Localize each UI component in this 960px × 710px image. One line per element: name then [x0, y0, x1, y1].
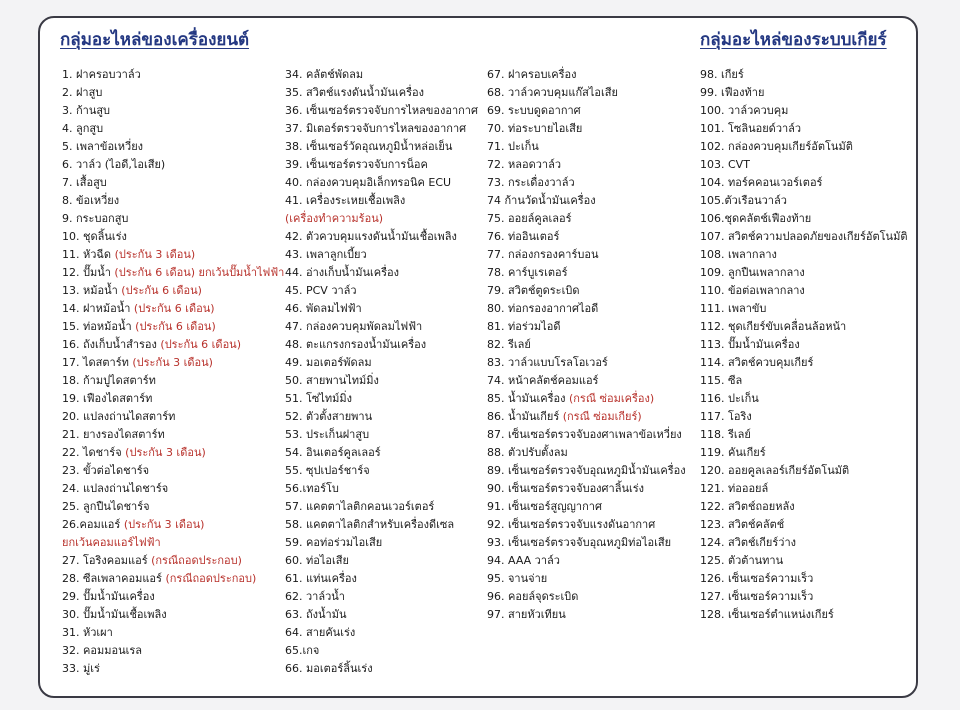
part-name: 31. หัวเผา: [62, 626, 113, 639]
part-name: 128. เซ็นเซอร์ตำแหน่งเกียร์: [700, 608, 834, 621]
gear-parts-column: [700, 66, 907, 624]
part-item: [700, 480, 907, 498]
part-item: [700, 588, 907, 606]
part-name: 42. ตัวควบคุมแรงดันน้ำมันเชื้อเพลิง: [285, 230, 457, 243]
part-item: [700, 534, 907, 552]
part-name: 29. ปั๊มน้ำมันเครื่อง: [62, 590, 155, 603]
part-name: 39. เซ็นเซอร์ตรวจจับการน็อค: [285, 158, 428, 171]
part-name: 83. วาล์วแบบโรลโอเวอร์: [487, 356, 608, 369]
part-name: 114. สวิตช์ควบคุมเกียร์: [700, 356, 814, 369]
part-name: 30. ปั๊มน้ำมันเชื้อเพลิง: [62, 608, 167, 621]
part-name: 47. กล่องควบคุมพัดลมไฟฟ้า: [285, 320, 423, 333]
part-item: [285, 552, 478, 570]
part-name: 57. แคตตาไลติกคอนเวอร์เตอร์: [285, 500, 435, 513]
part-item: [62, 660, 284, 678]
part-name: 21. ยางรองไดสตาร์ท: [62, 428, 165, 441]
part-name: 123. สวิตช์คลัตช์: [700, 518, 785, 531]
part-name: 117. โอริง: [700, 410, 752, 423]
part-item: [487, 588, 686, 606]
part-item: [487, 480, 686, 498]
part-item: [487, 84, 686, 102]
part-item: [700, 516, 907, 534]
part-name: 124. สวิตช์เกียร์ว่าง: [700, 536, 796, 549]
part-name: 12. ปั๊มน้ำ: [62, 266, 115, 279]
part-name: 52. ตัวตั้งสายพาน: [285, 410, 373, 423]
warranty-note: (ประกัน 3 เดือน): [132, 356, 213, 369]
part-item: [285, 624, 478, 642]
part-item: [700, 462, 907, 480]
part-item: [700, 444, 907, 462]
part-name: 116. ปะเก็น: [700, 392, 759, 405]
part-item: [285, 138, 478, 156]
part-item: [285, 282, 478, 300]
part-name: 18. ก้ามปูไดสตาร์ท: [62, 374, 156, 387]
part-name: 24. แปลงถ่านไดชาร์จ: [62, 482, 169, 495]
part-item: [62, 390, 284, 408]
part-item: [285, 228, 478, 246]
part-item: [62, 408, 284, 426]
part-name: 23. ขั้วต่อไดชาร์จ: [62, 464, 150, 477]
part-name: 122. สวิตช์ถอยหลัง: [700, 500, 795, 513]
part-item: [487, 372, 686, 390]
part-name: 94. AAA วาล์ว: [487, 554, 560, 567]
part-item: [62, 138, 284, 156]
part-name: 53. ประเก็นฝาสูบ: [285, 428, 370, 441]
part-name: 1. ฝาครอบวาล์ว: [62, 68, 141, 81]
part-name: 74. หน้าคลัตช์คอมแอร์: [487, 374, 599, 387]
warranty-note: (ประกัน 3 เดือน): [123, 518, 205, 531]
part-name: 109. ลูกปืนเพลากลาง: [700, 266, 805, 279]
part-item: [700, 372, 907, 390]
part-item: [487, 300, 686, 318]
part-name: 16. ถังเก็บน้ำสำรอง: [62, 338, 161, 351]
part-item: [285, 390, 478, 408]
part-name: 87. เซ็นเซอร์ตรวจจับองศาเพลาข้อเหวี่ยง: [487, 428, 682, 441]
part-name: 107. สวิตช์ความปลอดภัยของเกียร์อัตโนมัติ: [700, 230, 908, 243]
part-item: [700, 66, 907, 84]
part-name: 68. วาล์วควบคุมแก๊สไอเสีย: [487, 86, 618, 99]
part-item: [487, 354, 686, 372]
part-item: [487, 408, 686, 426]
part-name: 106.ชุดคลัตช์เฟืองท้าย: [700, 212, 812, 225]
part-item: [700, 138, 907, 156]
part-name: 9. กระบอกสูบ: [62, 212, 129, 225]
part-item: [487, 534, 686, 552]
part-name: 121. ท่อออยล์: [700, 482, 769, 495]
part-item: [62, 498, 284, 516]
part-item: [62, 444, 284, 462]
part-name: 71. ปะเก็น: [487, 140, 539, 153]
part-item: [62, 570, 284, 588]
part-name: 81. ท่อร่วมไอดี: [487, 320, 561, 333]
part-name: 74 ก้านวัดน้ำมันเครื่อง: [487, 194, 596, 207]
part-name: 70. ท่อระบายไอเสีย: [487, 122, 583, 135]
part-item: [62, 372, 284, 390]
part-name: 59. คอท่อร่วมไอเสีย: [285, 536, 383, 549]
part-item: [487, 426, 686, 444]
part-name: 36. เซ็นเซอร์ตรวจจับการไหลของอากาศ: [285, 104, 478, 117]
part-item: [487, 264, 686, 282]
part-item: [700, 570, 907, 588]
part-item: [285, 102, 478, 120]
part-item: [62, 192, 284, 210]
part-item: [285, 84, 478, 102]
part-name: 40. กล่องควบคุมอิเล็กทรอนิค ECU: [285, 176, 452, 189]
part-item: [487, 120, 686, 138]
warranty-note: (ประกัน 6 เดือน): [160, 338, 241, 351]
part-item: [487, 570, 686, 588]
part-name: 6. วาล์ว (ไอดี,ไอเสีย): [62, 158, 166, 171]
part-name: 110. ข้อต่อเพลากลาง: [700, 284, 805, 297]
part-name: 32. คอมมอนเรล: [62, 644, 142, 657]
part-name: 78. คาร์บูเรเตอร์: [487, 266, 568, 279]
part-name: 50. สายพานไทม์มิ่ง: [285, 374, 379, 387]
part-name: 2. ฝาสูบ: [62, 86, 103, 99]
part-item: [62, 534, 284, 552]
part-name: 88. ตัวปรับตั้งลม: [487, 446, 568, 459]
part-item: [285, 210, 478, 228]
part-name: 72. หลอดวาล์ว: [487, 158, 562, 171]
part-name: 108. เพลากลาง: [700, 248, 777, 261]
part-name: 8. ข้อเหวี่ยง: [62, 194, 120, 207]
part-name: 69. ระบบดูดอากาศ: [487, 104, 581, 117]
part-item: [700, 390, 907, 408]
part-name: 73. กระเดื่องวาล์ว: [487, 176, 575, 189]
part-item: [487, 102, 686, 120]
part-item: [62, 246, 284, 264]
part-item: [62, 462, 284, 480]
part-name: 38. เซ็นเซอร์วัดอุณหภูมิน้ำหล่อเย็น: [285, 140, 453, 153]
part-item: [285, 660, 478, 678]
part-name: 80. ท่อกรองอากาศไอดี: [487, 302, 599, 315]
part-item: [487, 444, 686, 462]
part-name: 91. เซ็นเซอร์สูญญากาศ: [487, 500, 602, 513]
part-item: [62, 642, 284, 660]
part-item: [700, 156, 907, 174]
engine-parts-column-1: [62, 66, 284, 678]
part-name: 35. สวิตช์แรงดันน้ำมันเครื่อง: [285, 86, 424, 99]
part-name: 112. ชุดเกียร์ขับเคลื่อนล้อหน้า: [700, 320, 847, 333]
part-name: 46. พัดลมไฟฟ้า: [285, 302, 362, 315]
part-item: [700, 606, 907, 624]
part-name: 15. ท่อหม้อน้ำ: [62, 320, 136, 333]
part-item: [285, 372, 478, 390]
part-item: [62, 210, 284, 228]
part-item: [487, 498, 686, 516]
part-item: [700, 552, 907, 570]
part-item: [62, 588, 284, 606]
part-name: 111. เพลาขับ: [700, 302, 767, 315]
part-name: 118. รีเลย์: [700, 428, 751, 441]
part-name: 75. ออยล์คูลเลอร์: [487, 212, 572, 225]
part-item: [700, 318, 907, 336]
part-name: 89. เซ็นเซอร์ตรวจจับอุณหภูมิน้ำมันเครื่อง: [487, 464, 686, 477]
part-item: [487, 156, 686, 174]
warranty-note: (ประกัน 6 เดือน) ยกเว้นปั๊มน้ำไฟฟ้า: [114, 266, 285, 279]
part-name: 45. PCV วาล์ว: [285, 284, 357, 297]
part-name: 58. แคตตาไลติกสำหรับเครื่องดีเซล: [285, 518, 455, 531]
part-item: [285, 66, 478, 84]
part-item: [285, 606, 478, 624]
warranty-note: (ประกัน 3 เดือน): [114, 248, 196, 261]
part-item: [62, 66, 284, 84]
part-name: 99. เฟืองท้าย: [700, 86, 765, 99]
part-item: [700, 354, 907, 372]
part-item: [285, 318, 478, 336]
part-item: [285, 246, 478, 264]
part-name: 48. ตะแกรงกรองน้ำมันเครื่อง: [285, 338, 427, 351]
part-item: [487, 246, 686, 264]
part-name: 61. แท่นเครื่อง: [285, 572, 357, 585]
warranty-note: (กรณีถอดประกอบ): [151, 554, 242, 567]
warranty-note: (กรณี ซ่อมเครื่อง): [568, 392, 655, 405]
part-name: 66. มอเตอร์ลิ้นเร่ง: [285, 662, 373, 675]
part-item: [487, 462, 686, 480]
part-name: 98. เกียร์: [700, 68, 744, 81]
part-item: [285, 588, 478, 606]
part-name: 77. กล่องกรองคาร์บอน: [487, 248, 599, 261]
part-item: [285, 480, 478, 498]
part-item: [285, 300, 478, 318]
part-name: 41. เครื่องระเหยเชื้อเพลิง: [285, 194, 406, 207]
part-name: 25. ลูกปืนไดชาร์จ: [62, 500, 150, 513]
part-item: [62, 552, 284, 570]
part-item: [62, 606, 284, 624]
part-name: 26.คอมแอร์: [62, 518, 124, 531]
part-name: 113. ปั๊มน้ำมันเครื่อง: [700, 338, 800, 351]
part-item: [487, 210, 686, 228]
part-item: [62, 354, 284, 372]
part-name: 101. โซลินอยด์วาล์ว: [700, 122, 802, 135]
part-name: 22. ไดชาร์จ: [62, 446, 126, 459]
part-name: 27. โอริงคอมแอร์: [62, 554, 152, 567]
part-item: [62, 282, 284, 300]
part-name: 126. เซ็นเซอร์ความเร็ว: [700, 572, 814, 585]
part-name: 127. เซ็นเซอร์ความเร็ว: [700, 590, 814, 603]
part-name: 97. สายหัวเทียน: [487, 608, 566, 621]
part-item: [62, 426, 284, 444]
part-name: 54. อินเตอร์คูลเลอร์: [285, 446, 381, 459]
part-item: [487, 138, 686, 156]
part-item: [62, 300, 284, 318]
part-item: [700, 246, 907, 264]
part-item: [285, 174, 478, 192]
part-name: 67. ฝาครอบเครื่อง: [487, 68, 577, 81]
part-item: [62, 174, 284, 192]
part-name: 51. โซ่ไทม์มิ่ง: [285, 392, 353, 405]
part-name: 93. เซ็นเซอร์ตรวจจับอุณหภูมิท่อไอเสีย: [487, 536, 672, 549]
part-item: [62, 228, 284, 246]
part-item: [62, 120, 284, 138]
part-item: [487, 552, 686, 570]
part-name: 100. วาล์วควบคุม: [700, 104, 789, 117]
part-item: [487, 66, 686, 84]
part-item: [285, 570, 478, 588]
part-item: [62, 336, 284, 354]
part-name: 64. สายคันเร่ง: [285, 626, 356, 639]
part-name: 125. ตัวต้านทาน: [700, 554, 784, 567]
part-name: 10. ชุดลิ้นเร่ง: [62, 230, 127, 243]
part-name: 33. มู่เร่: [62, 662, 100, 675]
part-name: 104. ทอร์คคอนเวอร์เตอร์: [700, 176, 823, 189]
part-item: [700, 120, 907, 138]
part-name: 65.เกจ: [285, 644, 320, 657]
warranty-note: (ประกัน 6 เดือน): [121, 284, 202, 297]
part-item: [700, 102, 907, 120]
part-item: [487, 318, 686, 336]
part-name: 115. ซีล: [700, 374, 743, 387]
gear-parts-heading: กลุ่มอะไหล่ของระบบเกียร์: [700, 30, 887, 50]
part-item: [285, 120, 478, 138]
part-item: [700, 210, 907, 228]
part-name: 11. หัวฉีด: [62, 248, 115, 261]
part-item: [487, 192, 686, 210]
part-item: [62, 102, 284, 120]
part-item: [285, 354, 478, 372]
part-name: 60. ท่อไอเสีย: [285, 554, 349, 567]
part-item: [487, 282, 686, 300]
part-name: 55. ซุปเปอร์ชาร์จ: [285, 464, 370, 477]
warranty-note: (ประกัน 6 เดือน): [135, 320, 216, 333]
warranty-note: ยกเว้นคอมแอร์ไฟฟ้า: [62, 536, 161, 549]
part-item: [285, 336, 478, 354]
part-name: 34. คลัตช์พัดลม: [285, 68, 364, 81]
part-name: 85. น้ำมันเครื่อง: [487, 392, 569, 405]
part-name: 102. กล่องควบคุมเกียร์อัตโนมัติ: [700, 140, 853, 153]
warranty-note: (กรณี ซ่อมเกียร์): [562, 410, 642, 423]
part-item: [62, 156, 284, 174]
part-name: 62. วาล์วน้ำ: [285, 590, 345, 603]
part-name: 37. มิเตอร์ตรวจจับการไหลของอากาศ: [285, 122, 467, 135]
part-item: [487, 606, 686, 624]
part-name: 86. น้ำมันเกียร์: [487, 410, 563, 423]
part-item: [285, 408, 478, 426]
part-item: [487, 516, 686, 534]
part-item: [285, 192, 478, 210]
part-item: [62, 516, 284, 534]
part-name: 17. ไดสตาร์ท: [62, 356, 133, 369]
warranty-note: (กรณีถอดประกอบ): [165, 572, 257, 585]
part-name: 13. หม้อน้ำ: [62, 284, 122, 297]
part-item: [285, 498, 478, 516]
part-name: 90. เซ็นเซอร์ตรวจจับองศาลิ้นเร่ง: [487, 482, 645, 495]
part-name: 28. ซีลเพลาคอมแอร์: [62, 572, 166, 585]
part-name: 119. คันเกียร์: [700, 446, 766, 459]
part-item: [285, 426, 478, 444]
part-name: 76. ท่ออินเตอร์: [487, 230, 560, 243]
part-item: [487, 174, 686, 192]
part-name: 19. เฟืองไดสตาร์ท: [62, 392, 153, 405]
part-item: [285, 642, 478, 660]
part-name: 96. คอยล์จุดระเบิด: [487, 590, 579, 603]
part-item: [62, 480, 284, 498]
engine-parts-heading: กลุ่มอะไหล่ของเครื่องยนต์: [60, 30, 250, 50]
part-name: 105.ตัวเรือนวาล์ว: [700, 194, 787, 207]
part-item: [62, 624, 284, 642]
part-item: [700, 426, 907, 444]
part-name: 63. ถังน้ำมัน: [285, 608, 347, 621]
part-item: [700, 84, 907, 102]
part-name: 7. เสื้อสูบ: [62, 176, 107, 189]
part-item: [700, 300, 907, 318]
part-item: [700, 498, 907, 516]
part-item: [700, 336, 907, 354]
engine-parts-column-3: [487, 66, 686, 624]
part-item: [62, 318, 284, 336]
part-item: [700, 228, 907, 246]
warranty-note: (ประกัน 3 เดือน): [125, 446, 206, 459]
part-item: [62, 84, 284, 102]
part-name: 56.เทอร์โบ: [285, 482, 339, 495]
part-item: [487, 228, 686, 246]
part-name: 120. ออยคูลเลอร์เกียร์อัตโนมัติ: [700, 464, 850, 477]
part-name: 92. เซ็นเซอร์ตรวจจับแรงดันอากาศ: [487, 518, 656, 531]
part-item: [700, 192, 907, 210]
part-item: [487, 336, 686, 354]
warranty-note: (ประกัน 6 เดือน): [133, 302, 215, 315]
part-item: [285, 264, 478, 282]
part-item: [700, 408, 907, 426]
engine-parts-column-2: [285, 66, 478, 678]
part-name: 82. รีเลย์: [487, 338, 531, 351]
part-name: 43. เพลาลูกเบี้ยว: [285, 248, 367, 261]
part-name: 14. ฝาหม้อน้ำ: [62, 302, 134, 315]
part-item: [285, 462, 478, 480]
part-name: 5. เพลาข้อเหวี่ยง: [62, 140, 144, 153]
part-item: [700, 174, 907, 192]
part-item: [62, 264, 284, 282]
part-item: [285, 156, 478, 174]
part-name: 49. มอเตอร์พัดลม: [285, 356, 372, 369]
part-item: [285, 516, 478, 534]
part-item: [487, 390, 686, 408]
part-item: [700, 264, 907, 282]
part-item: [285, 534, 478, 552]
part-item: [700, 282, 907, 300]
part-name: 4. ลูกสูบ: [62, 122, 104, 135]
warranty-note: (เครื่องทำความร้อน): [285, 212, 384, 225]
part-name: 95. จานจ่าย: [487, 572, 548, 585]
part-name: 20. แปลงถ่านไดสตาร์ท: [62, 410, 176, 423]
part-name: 44. อ่างเก็บน้ำมันเครื่อง: [285, 266, 400, 279]
part-name: 79. สวิตช์ตูดระเบิด: [487, 284, 580, 297]
part-name: 103. CVT: [700, 158, 750, 171]
part-item: [285, 444, 478, 462]
part-name: 3. ก้านสูบ: [62, 104, 111, 117]
